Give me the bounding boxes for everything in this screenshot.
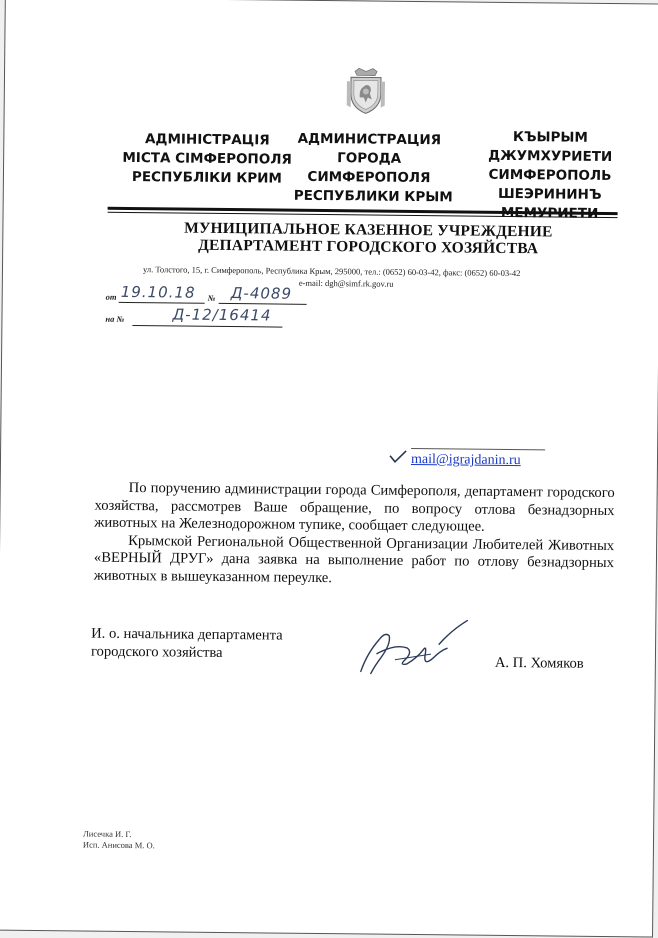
- outgoing-date: 19.10.18: [120, 282, 196, 302]
- body-paragraph-1: По поручению администрации города Симферополя, департамент городского хозяйства, рассмотрев Ваше обращение, по вопросу отлова безнадзорных животных на Железнодорожном тупике, сообщает следующее.: [94, 479, 615, 535]
- letterhead-left-line: МІСТА СІМФЕРОПОЛЯ: [122, 149, 292, 168]
- letterhead-center-line: ГОРОДА: [337, 150, 402, 167]
- recipient-line: [411, 448, 545, 450]
- letterhead-center: [293, 130, 453, 208]
- letterhead-right: [479, 128, 620, 224]
- letterhead-right-line: ДЖУМХУРИЕТИ: [488, 147, 613, 166]
- ref-number: Д-12/16414: [172, 305, 272, 325]
- number-label: №: [207, 292, 216, 303]
- footer-line2: Исп. Анисова М. О.: [82, 839, 155, 851]
- date-label: от: [105, 291, 117, 302]
- ref-underline: [132, 325, 282, 328]
- date-underline: [119, 302, 205, 304]
- letterhead-center-line: РЕСПУБЛИКИ КРЫМ: [293, 187, 453, 206]
- letter-body: [94, 480, 615, 591]
- footer-line1: Лисечка И. Г.: [83, 828, 132, 840]
- outgoing-number: Д-4089: [230, 284, 293, 303]
- checkmark-icon: [389, 450, 407, 464]
- crimea-coat-of-arms-icon: [345, 67, 388, 115]
- letterhead-left-line: РЕСПУБЛІКИ КРИМ: [131, 169, 282, 187]
- letterhead-left: [112, 130, 303, 189]
- signatory-name: А. П. Хомяков: [494, 654, 584, 672]
- org-address: ул. Толстого, 15, г. Симферополь, Республика Крым, 295000, тел.: (0652) 60-03-42, факс: (0652) 60-03-42: [142, 264, 521, 279]
- org-name-line1: МУНИЦИПАЛЬНОЕ КАЗЕННОЕ УЧРЕЖДЕНИЕ: [184, 219, 553, 241]
- ref-label: на №: [105, 313, 125, 324]
- letterhead-right-line: ШЕЭРИНИНЪ: [497, 185, 602, 203]
- letterhead-right-line: КЪЫРЫМ: [512, 129, 588, 146]
- letterhead-left-line: АДМІНІСТРАЦІЯ: [144, 131, 270, 149]
- letterhead-right-line: СИМФЕРОПОЛЬ: [488, 166, 612, 185]
- number-underline: [219, 303, 307, 305]
- org-email: e-mail: dgh@simf.rk.gov.ru: [298, 277, 394, 289]
- recipient-email-link[interactable]: mail@igrajdanin.ru: [410, 451, 521, 469]
- letterhead-center-line: АДМИНИСТРАЦИЯ: [297, 130, 442, 149]
- signatory-position-line1: И. о. начальника департамента: [91, 625, 283, 644]
- handwritten-signature-icon: [355, 613, 474, 678]
- signatory-position-line2: городского хозяйства: [90, 643, 223, 661]
- org-name-line2: ДЕПАРТАМЕНТ ГОРОДСКОГО ХОЗЯЙСТВА: [198, 236, 539, 258]
- body-paragraph-2: Крымской Региональной Общественной Организации Любителей Животных «ВЕРНЫЙ ДРУГ» дана заявка на выполнение работ по отлову безнадзорных животных в вышеуказанном переулке.: [93, 532, 615, 587]
- letterhead-center-line: СИМФЕРОПОЛЯ: [307, 168, 431, 187]
